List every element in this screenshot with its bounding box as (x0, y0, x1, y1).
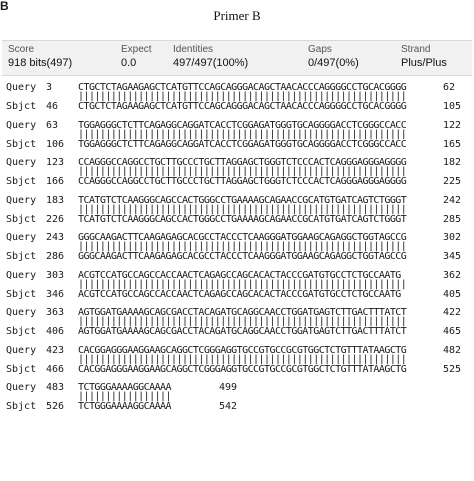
match-line: |||||||||||||||||||||||||||||||||||||||||||||||||||||||||||| (78, 241, 407, 252)
query-start: 123 (46, 157, 65, 168)
sbjct-sequence: CTGCTCTAGAAGAGCTCATGTTCCAGCAGGGACAGCTAACACCCAGGGGCCTGCACGGGG (78, 101, 407, 112)
expect-column (121, 44, 152, 71)
sbjct-end: 105 (443, 101, 462, 112)
expect-header: Expect (121, 44, 152, 55)
alignment-block (6, 193, 472, 231)
query-label: Query (6, 382, 37, 393)
query-label: Query (6, 157, 37, 168)
query-end: 499 (219, 382, 238, 393)
alignment-block (6, 305, 472, 343)
sbjct-label: Sbjct (6, 251, 37, 262)
query-start: 183 (46, 194, 65, 206)
match-line: |||||||||||||||||||||||||||||||||||||||||||||||||||||||||||| (78, 278, 407, 290)
sbjct-label: Sbjct (6, 213, 37, 225)
query-label: Query (6, 82, 37, 93)
sbjct-end: 542 (219, 401, 238, 412)
alignment-block (6, 268, 472, 306)
strand-column (401, 44, 447, 71)
query-label: Query (6, 194, 37, 206)
sbjct-sequence: CCAGGGCCAGGCCTGCTTGCCCTGCTTAGGAGCTGGGTCTCCCACTCAGGGAGGGAGGGG (78, 176, 407, 187)
panel-letter: B (0, 0, 9, 13)
query-end: 182 (443, 157, 462, 168)
strand-value: Plus/Plus (401, 57, 447, 69)
sbjct-sequence: TCATGTCTCAAGGGCAGCCACTGGGCCTGAAAAGCAGAACCGCATGTGATCAGTCTGGGT (78, 213, 407, 225)
sbjct-end: 405 (443, 288, 462, 300)
identities-value: 497/497(100%) (173, 57, 249, 69)
alignment-block (6, 230, 472, 268)
alignment-block (6, 155, 472, 193)
query-start: 483 (46, 382, 65, 393)
query-sequence: GGGCAAGACTTCAAGAGAGCACGCCTACCCTCAAGGGATGGAAGCAGAGGCTGGTAGCCG (78, 232, 407, 243)
sbjct-end: 285 (443, 213, 462, 225)
query-start: 243 (46, 232, 65, 243)
query-sequence: TCATGTCTCAAGGGCAGCCACTGGGCCTGAAAAGCAGAACCGCATGTGATCAGTCTGGGT (78, 194, 407, 206)
sbjct-label: Sbjct (6, 101, 37, 112)
score-column (8, 44, 72, 71)
sbjct-label: Sbjct (6, 363, 37, 375)
sbjct-start: 526 (46, 401, 65, 412)
query-end: 62 (443, 82, 456, 93)
sbjct-sequence: AGTGGATGAAAAGCAGCGACCTACAGATGCAGGCAACCTGGATGAGTCTTGACTTTATCT (78, 326, 407, 337)
sbjct-end: 225 (443, 176, 462, 187)
sbjct-start: 346 (46, 288, 65, 300)
query-start: 423 (46, 344, 65, 356)
match-line: |||||||||||||||||||||||||||||||||||||||||||||||||||||||||||| (78, 128, 407, 140)
gaps-value: 0/497(0%) (308, 57, 359, 69)
query-label: Query (6, 269, 37, 281)
sbjct-start: 466 (46, 363, 65, 375)
alignment-summary-bar (2, 40, 472, 76)
sbjct-start: 406 (46, 326, 65, 337)
alignment-blocks (6, 80, 472, 418)
match-line: |||||||||||||||||||||||||||||||||||||||||||||||||||||||||||| (78, 91, 407, 102)
sbjct-sequence: TCTGGGAAAAGGCAAAA (78, 401, 171, 412)
sbjct-end: 345 (443, 251, 462, 262)
match-line: |||||||||||||||||||||||||||||||||||||||||||||||||||||||||||| (78, 203, 407, 215)
query-end: 242 (443, 194, 462, 206)
query-label: Query (6, 344, 37, 356)
query-sequence: CCAGGGCCAGGCCTGCTTGCCCTGCTTAGGAGCTGGGTCTCCCACTCAGGGAGGGAGGGG (78, 157, 407, 168)
sbjct-sequence: CACGGAGGGAAGGAAGCAGGCTCGGGAGGTGCCGTGCCGCGTGGCTCTGTTTATAAGCTG (78, 363, 407, 375)
sbjct-sequence: ACGTCCATGCCAGCCACCAACTCAGAGCCAGCACACTACCCGATGTGCCTCTGCCAATG (78, 288, 401, 300)
match-line: |||||||||||||||||||||||||||||||||||||||||||||||||||||||||||| (78, 353, 407, 365)
query-start: 63 (46, 119, 59, 131)
gaps-header: Gaps (308, 44, 332, 55)
sbjct-end: 525 (443, 363, 462, 375)
match-line: |||||||||||||||||||||||||||||||||||||||||||||||||||||||||||| (78, 316, 407, 327)
sbjct-label: Sbjct (6, 288, 37, 300)
sbjct-start: 106 (46, 138, 65, 150)
query-sequence: AGTGGATGAAAAGCAGCGACCTACAGATGCAGGCAACCTGGATGAGTCTTGACTTTATCT (78, 307, 407, 318)
gaps-column (308, 44, 359, 71)
sbjct-sequence: GGGCAAGACTTCAAGAGAGCACGCCTACCCTCAAGGGATGGAAGCAGAGGCTGGTAGCCG (78, 251, 407, 262)
match-line: |||||||||||||||||||||||||||||||||||||||||||||||||||||||||||| (78, 166, 407, 177)
identities-header: Identities (173, 44, 214, 55)
sbjct-end: 465 (443, 326, 462, 337)
alignment-block (6, 118, 472, 156)
query-end: 122 (443, 119, 462, 131)
query-end: 302 (443, 232, 462, 243)
query-start: 303 (46, 269, 65, 281)
alignment-block (6, 343, 472, 381)
sbjct-label: Sbjct (6, 176, 37, 187)
sbjct-start: 286 (46, 251, 65, 262)
sbjct-label: Sbjct (6, 401, 37, 412)
query-sequence: TCTGGGAAAAGGCAAAA (78, 382, 171, 393)
alignment-block (6, 380, 472, 418)
query-sequence: TGGAGGGCTCTTCAGAGGCAGGATCACCTCGGAGATGGGTGCAGGGGACCTCGGGCCACC (78, 119, 407, 131)
match-line: ||||||||||||||||| (78, 391, 171, 402)
query-label: Query (6, 232, 37, 243)
alignment-block (6, 80, 472, 118)
sbjct-label: Sbjct (6, 138, 37, 150)
identities-column (173, 44, 248, 71)
query-sequence: CTGCTCTAGAAGAGCTCATGTTCCAGCAGGGACAGCTAACACCCAGGGGCCTGCACGGGG (78, 82, 407, 93)
sbjct-start: 226 (46, 213, 65, 225)
query-label: Query (6, 307, 37, 318)
sbjct-start: 166 (46, 176, 65, 187)
figure-title: Primer B (213, 8, 261, 23)
sbjct-end: 165 (443, 138, 462, 150)
query-sequence: ACGTCCATGCCAGCCACCAACTCAGAGCCAGCACACTACCCGATGTGCCTCTGCCAATG (78, 269, 401, 281)
query-end: 422 (443, 307, 462, 318)
query-start: 363 (46, 307, 65, 318)
sbjct-start: 46 (46, 101, 59, 112)
query-sequence: CACGGAGGGAAGGAAGCAGGCTCGGGAGGTGCCGTGCCGCGTGGCTCTGTTTATAAGCTG (78, 344, 407, 356)
strand-header: Strand (401, 44, 431, 55)
expect-value: 0.0 (121, 57, 137, 69)
score-value: 918 bits(497) (8, 57, 73, 69)
query-start: 3 (46, 82, 53, 93)
score-header: Score (8, 44, 35, 55)
query-end: 482 (443, 344, 462, 356)
query-label: Query (6, 119, 37, 131)
query-end: 362 (443, 269, 462, 281)
sbjct-sequence: TGGAGGGCTCTTCAGAGGCAGGATCACCTCGGAGATGGGTGCAGGGGACCTCGGGCCACC (78, 138, 407, 150)
sbjct-label: Sbjct (6, 326, 37, 337)
